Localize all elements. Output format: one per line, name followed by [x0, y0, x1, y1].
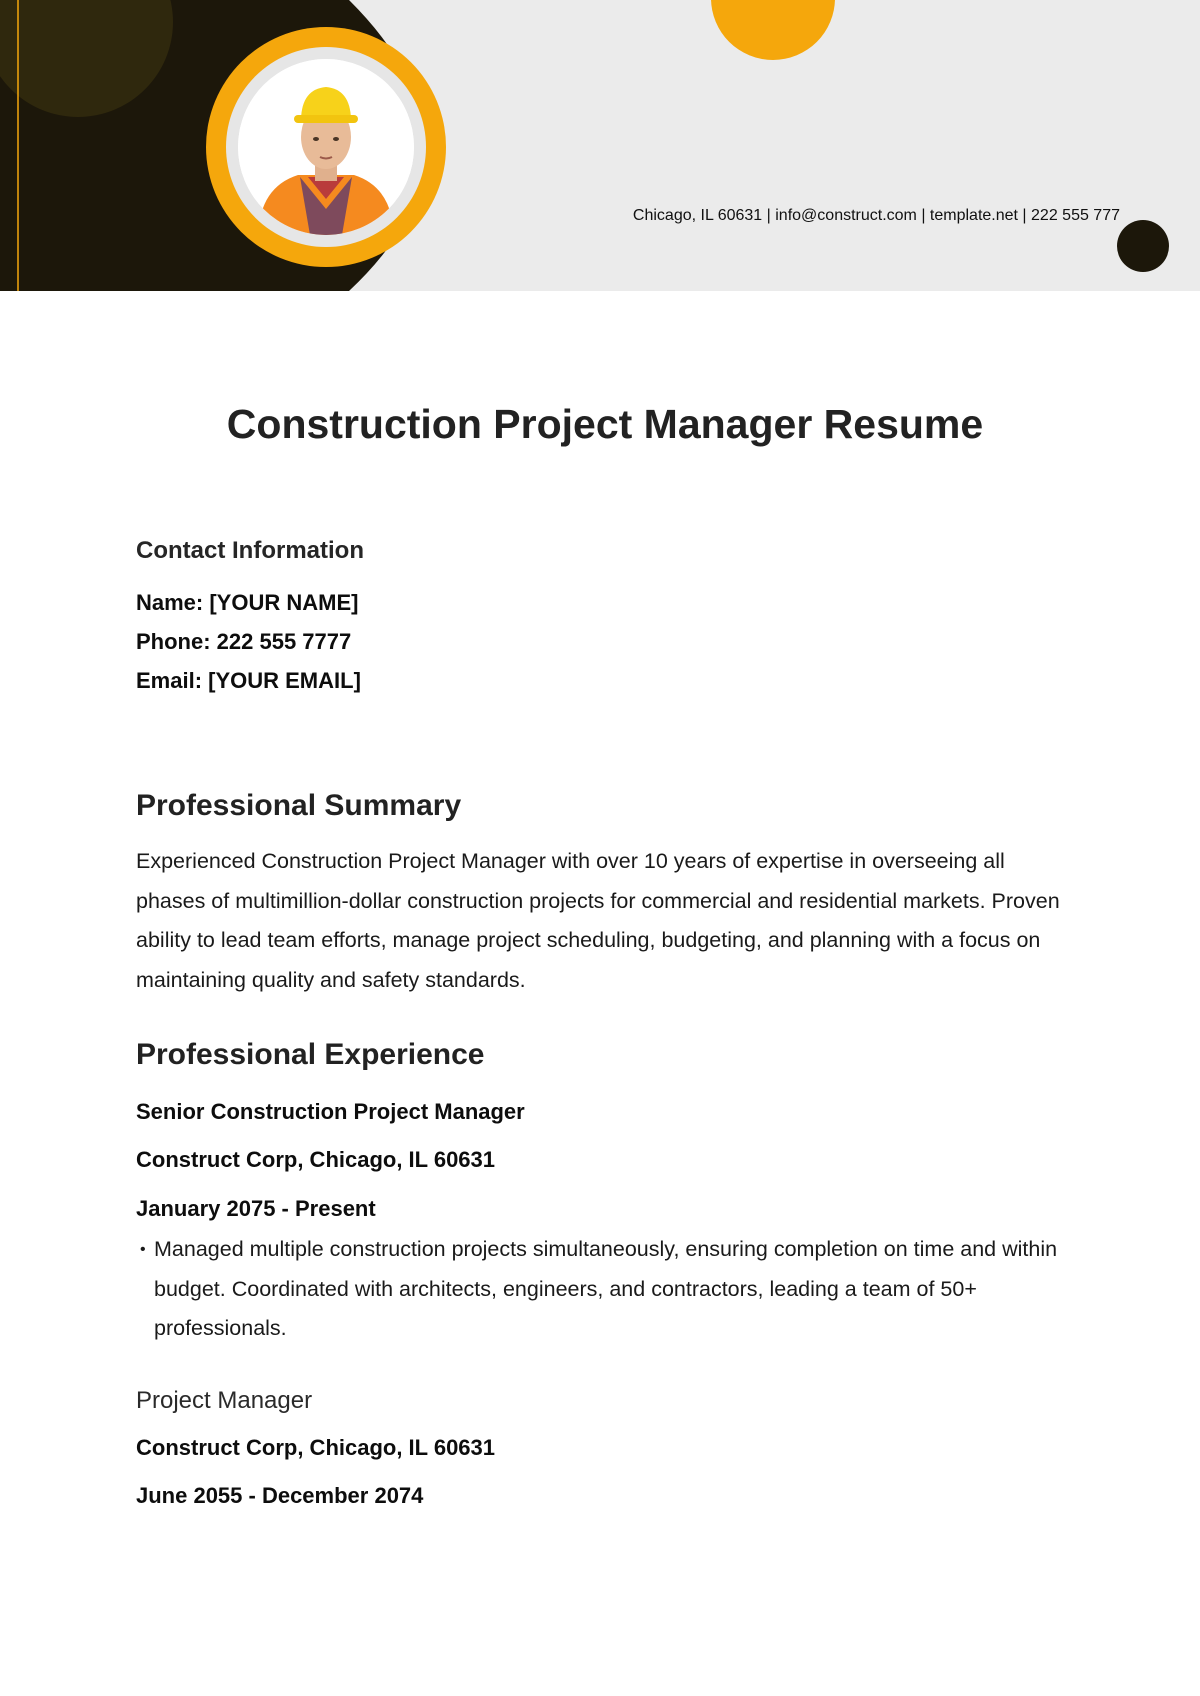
dark-dot-decoration: [1117, 220, 1169, 272]
profile-photo: [238, 59, 414, 235]
job-role: Senior Construction Project Manager: [136, 1099, 525, 1124]
header-decoration: [0, 0, 1200, 291]
job-company: Construct Corp, Chicago, IL 60631: [136, 1435, 496, 1460]
page-title: Construction Project Manager Resume: [226, 401, 984, 447]
contact-heading: Contact Information: [136, 537, 364, 564]
profile-photo-frame: [206, 27, 446, 267]
job-dates: January 2075 - Present: [136, 1196, 376, 1221]
job-role: Project Manager: [136, 1387, 313, 1414]
contact-phone: Phone: 222 555 7777: [136, 629, 352, 654]
summary-text: Experienced Construction Project Manager with over 10 years of expertise in overseeing all phases of multimillion-dollar construction projects for commercial and residential markets. Proven ability to lead team efforts, manage project scheduling, budgeting, and planning with a focus on maintaining quality and safety standards.: [136, 849, 1060, 992]
contact-email: Email: [YOUR EMAIL]: [136, 668, 361, 693]
job-bullets: [136, 1230, 1076, 1349]
job-dates: June 2055 - December 2074: [136, 1483, 424, 1508]
summary-heading: Professional Summary: [136, 789, 462, 822]
contact-name: Name: [YOUR NAME]: [136, 590, 359, 615]
list-item: • Managed multiple construction projects simultaneously, ensuring completion on time and within budget. Coordinated with architects, engineers, and contractors, leading a team of 50+ professionals.: [136, 1230, 1076, 1349]
experience-heading: Professional Experience: [136, 1038, 485, 1071]
accent-circle-decoration: [711, 0, 835, 60]
header-contact-line: Chicago, IL 60631 | info@construct.com | template.net | 222 555 777: [632, 207, 1120, 224]
header-banner: [0, 0, 1200, 291]
job-company: Construct Corp, Chicago, IL 60631: [136, 1147, 496, 1172]
